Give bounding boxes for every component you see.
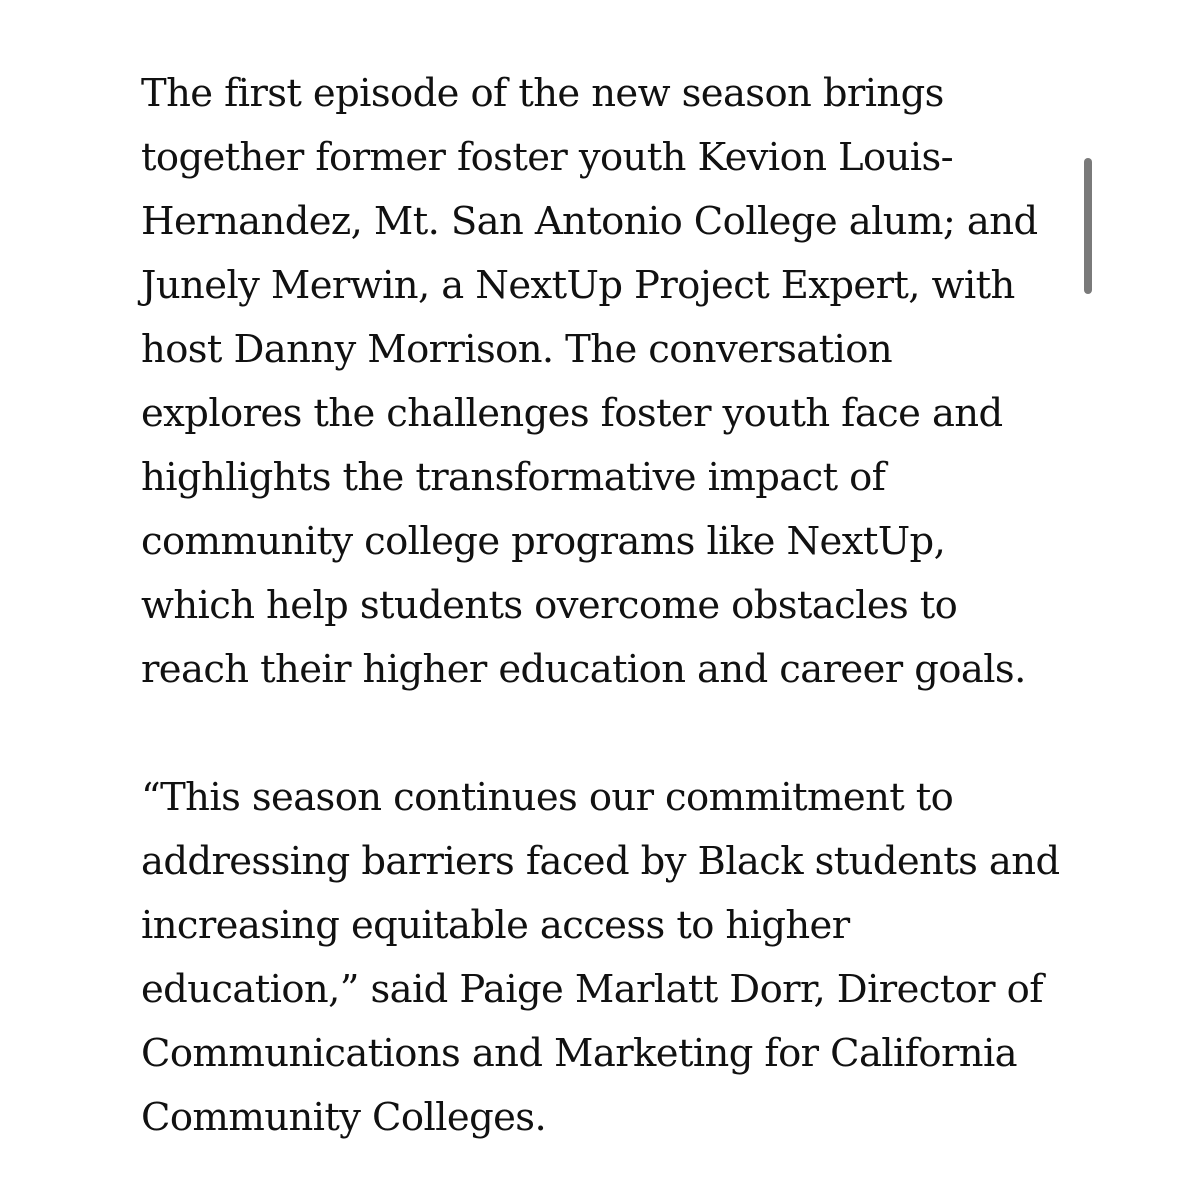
text-line: explores the challenges foster youth face and <box>141 391 1003 436</box>
text-line: reach their higher education and career goals. <box>141 647 1026 692</box>
text-line: host Danny Morrison. The conversation <box>141 327 893 372</box>
text-line: community college programs like NextUp, <box>141 519 946 564</box>
text-line: addressing barriers faced by Black students and <box>141 839 1060 884</box>
article-body <box>141 62 1061 1150</box>
text-line: “This season continues our commitment to <box>141 775 954 820</box>
article-paragraph <box>141 62 1061 702</box>
text-line: Junely Merwin, a NextUp Project Expert, with <box>141 263 1015 308</box>
text-line: The first episode of the new season brings <box>141 71 944 116</box>
text-line: Communications and Marketing for California <box>141 1031 1018 1076</box>
text-line: increasing equitable access to higher <box>141 903 850 948</box>
text-line: education,” said Paige Marlatt Dorr, Director of <box>141 967 1043 1012</box>
vertical-scrollbar-thumb[interactable] <box>1084 158 1092 294</box>
text-line: Community Colleges. <box>141 1095 547 1140</box>
text-line: together former foster youth Kevion Louis- <box>141 135 954 180</box>
article-paragraph-quote <box>141 766 1061 1150</box>
text-line: which help students overcome obstacles to <box>141 583 958 628</box>
text-line: Hernandez, Mt. San Antonio College alum; and <box>141 199 1038 244</box>
text-line: highlights the transformative impact of <box>141 455 886 500</box>
